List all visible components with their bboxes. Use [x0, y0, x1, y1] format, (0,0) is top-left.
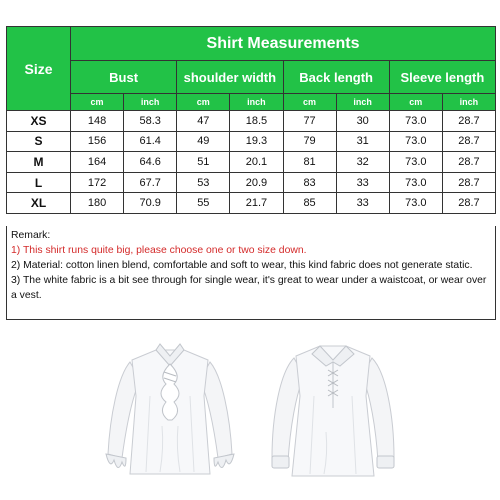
bust-inch-cell: 61.4 [124, 131, 177, 152]
sleeve-length-header: Sleeve length [389, 61, 495, 94]
size-chart-table [6, 26, 496, 214]
size-label: XL [7, 193, 71, 214]
back-length-inch-cell: 33 [336, 193, 389, 214]
remark-note-fabric: 3) The white fabric is a bit see through for single wear, it's great to wear under a waistcoat, or wear over a vest. [11, 275, 487, 301]
table-row [7, 111, 496, 132]
size-column-header: Size [7, 27, 71, 111]
lace-up-white-shirt-image [262, 336, 404, 486]
back-length-inch-cell: 32 [336, 152, 389, 173]
back-length-cm-cell: 79 [283, 131, 336, 152]
table-row [7, 131, 496, 152]
unit-header-cm: cm [71, 94, 124, 111]
shoulder-inch-cell: 19.3 [230, 131, 283, 152]
bust-cm-cell: 172 [71, 172, 124, 193]
shoulder-cm-cell: 51 [177, 152, 230, 173]
back-length-header: Back length [283, 61, 389, 94]
bust-cm-cell: 164 [71, 152, 124, 173]
sleeve-length-inch-cell: 28.7 [442, 193, 495, 214]
remark-note-material: 2) Material: cotton linen blend, comfortable and soft to wear, this kind fabric does not generate static. [11, 260, 473, 271]
bust-inch-cell: 64.6 [124, 152, 177, 173]
size-label: XS [7, 111, 71, 132]
ruffled-white-shirt-image [100, 336, 240, 486]
bust-inch-cell: 70.9 [124, 193, 177, 214]
back-length-cm-cell: 81 [283, 152, 336, 173]
unit-header-inch: inch [124, 94, 177, 111]
unit-header-inch: inch [230, 94, 283, 111]
bust-inch-cell: 67.7 [124, 172, 177, 193]
unit-header-cm: cm [389, 94, 442, 111]
unit-header-cm: cm [177, 94, 230, 111]
unit-header-cm: cm [283, 94, 336, 111]
sleeve-length-inch-cell: 28.7 [442, 152, 495, 173]
bust-cm-cell: 148 [71, 111, 124, 132]
remark-box [6, 226, 496, 320]
sleeve-length-cm-cell: 73.0 [389, 172, 442, 193]
bust-header: Bust [71, 61, 177, 94]
table-title: Shirt Measurements [71, 27, 496, 61]
size-label: L [7, 172, 71, 193]
table-row [7, 172, 496, 193]
shoulder-cm-cell: 47 [177, 111, 230, 132]
sleeve-length-cm-cell: 73.0 [389, 193, 442, 214]
shoulder-cm-cell: 55 [177, 193, 230, 214]
shoulder-inch-cell: 18.5 [230, 111, 283, 132]
back-length-inch-cell: 30 [336, 111, 389, 132]
sleeve-length-inch-cell: 28.7 [442, 172, 495, 193]
sleeve-length-inch-cell: 28.7 [442, 131, 495, 152]
sleeve-length-cm-cell: 73.0 [389, 152, 442, 173]
back-length-cm-cell: 85 [283, 193, 336, 214]
shoulder-inch-cell: 20.1 [230, 152, 283, 173]
sleeve-length-cm-cell: 73.0 [389, 131, 442, 152]
size-rows [7, 111, 496, 214]
bust-cm-cell: 156 [71, 131, 124, 152]
size-label: S [7, 131, 71, 152]
back-length-cm-cell: 83 [283, 172, 336, 193]
sleeve-length-cm-cell: 73.0 [389, 111, 442, 132]
table-row [7, 152, 496, 173]
back-length-inch-cell: 33 [336, 172, 389, 193]
shoulder-cm-cell: 49 [177, 131, 230, 152]
bust-cm-cell: 180 [71, 193, 124, 214]
table-row [7, 193, 496, 214]
unit-header-inch: inch [336, 94, 389, 111]
shoulder-inch-cell: 21.7 [230, 193, 283, 214]
back-length-inch-cell: 31 [336, 131, 389, 152]
sleeve-length-inch-cell: 28.7 [442, 111, 495, 132]
shoulder-inch-cell: 20.9 [230, 172, 283, 193]
remark-heading: Remark: [11, 230, 51, 241]
unit-header-inch: inch [442, 94, 495, 111]
shoulder-width-header: shoulder width [177, 61, 283, 94]
size-label: M [7, 152, 71, 173]
remark-note-sizing: 1) This shirt runs quite big, please choose one or two size down. [11, 245, 307, 256]
back-length-cm-cell: 77 [283, 111, 336, 132]
bust-inch-cell: 58.3 [124, 111, 177, 132]
shoulder-cm-cell: 53 [177, 172, 230, 193]
